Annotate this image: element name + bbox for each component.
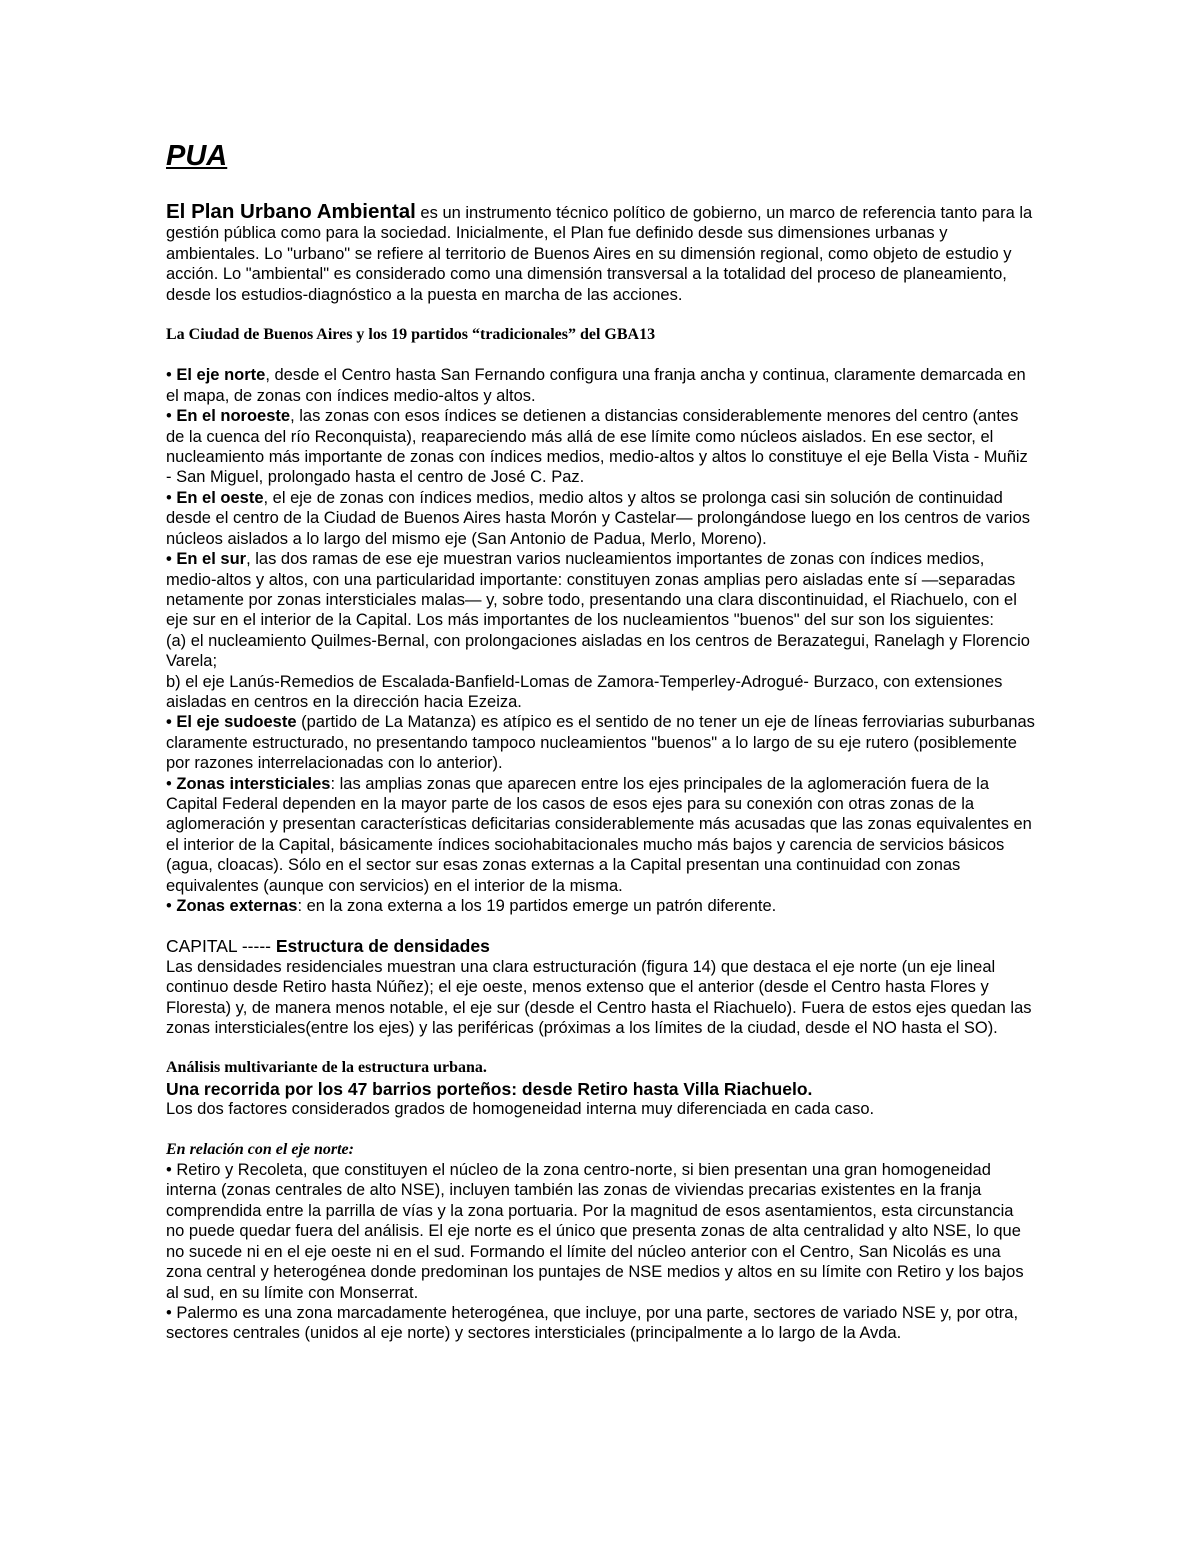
section3-heading: Análisis multivariante de la estructura urbana. xyxy=(166,1059,487,1077)
section3-text: Los dos factores considerados grados de homogeneidad interna muy diferenciada en cada caso. xyxy=(166,1100,875,1119)
item-label: Zonas externas xyxy=(176,897,298,915)
item-label: El eje sudoeste xyxy=(176,713,297,732)
intro-paragraph xyxy=(166,202,1036,305)
sub-item-a: (a) el nucleamiento Quilmes-Bernal, con prolongaciones aisladas en los centros de Berazategui, Ranelagh y Florencio Varela; xyxy=(166,631,1030,671)
section2-heading xyxy=(166,936,1036,956)
list-item xyxy=(166,488,1036,549)
item-text: : en la zona externa a los 19 partidos emerge un patrón diferente. xyxy=(297,897,777,915)
bullet: • xyxy=(166,407,177,426)
item-label: En el oeste xyxy=(176,488,264,507)
section2-heading-bold: Estructura de densidades xyxy=(275,936,490,957)
list-item xyxy=(166,365,1036,406)
intro-text: es un instrumento técnico político de gobierno, un marco de referencia tanto para la gestión pública como para la sociedad. Inicialmente, el Plan fue definido desde sus dimensiones urbanas y ambientales. Lo "urbano" se refiere al territorio de Buenos Aires en su dimensión regional, como objeto de estudio y acción. Lo "ambiental" es considerado como una dimensión transversal a la totalidad del proceso de planeamiento, desde los estudios-diagnóstico a la puesta en marcha de las acciones. xyxy=(166,204,1033,304)
section4-para1: • Retiro y Recoleta, que constituyen el núcleo de la zona centro-norte, si bien presentan una gran homogeneidad interna (zonas centrales de alto NSE), incluyen también las zonas de viviendas precarias existentes en la franja comprendida entre la parrilla de vías y la zona portuaria. Por la magnitud de esos asentamientos, esta circunstancia no puede quedar fuera del análisis. El eje norte es el único que presenta zonas de alta centralidad y alto NSE, lo que no sucede ni en el eje oeste ni en el sud. Formando el límite del núcleo anterior con el Centro, San Nicolás es una zona central y heterogénea donde predominan los puntajes de NSE medios y altos en su límite con Retiro y los bajos al sud, en su límite con Monserrat. xyxy=(166,1161,1024,1302)
list-item xyxy=(166,896,1036,916)
item-label: En el sur xyxy=(176,550,247,569)
item-label: En el noroeste xyxy=(176,407,291,426)
bullet: • xyxy=(166,713,177,732)
bullet: • xyxy=(166,488,177,507)
section4-para2: • Palermo es una zona marcadamente heterogénea, que incluye, por una parte, sectores de variado NSE y, por otra, sectores centrales (unidos al eje norte) y sectores intersticiales (principalmente a lo largo de la Avda. xyxy=(166,1303,1019,1343)
page-title: PUA xyxy=(166,140,228,172)
bullet: • xyxy=(166,897,177,915)
item-text: , desde el Centro hasta San Fernando configura una franja ancha y continua, claramente demarcada en el mapa, de zonas con índices medio-altos y altos. xyxy=(166,366,1026,405)
list-item xyxy=(166,406,1036,488)
list-item xyxy=(166,549,1036,631)
bullet: • xyxy=(166,774,177,793)
list-item xyxy=(166,774,1036,896)
item-label: Zonas intersticiales xyxy=(176,774,331,793)
bullet: • xyxy=(166,366,177,385)
item-text: , las zonas con esos índices se detienen a distancias considerablemente menores del centro (antes de la cuenca del río Reconquista), reapareciendo más allá de ese límite como núcleos aislados. En ese sector, el nucleamiento más importante de zonas con índices medios, medio-altos y altos lo constituye el eje Bella Vista - Muñiz - San Miguel, prolongado hasta el centro de José C. Paz. xyxy=(166,407,1028,487)
section1-heading: La Ciudad de Buenos Aires y los 19 partidos “tradicionales” del GBA13 xyxy=(166,326,656,344)
section4-heading: En relación con el eje norte: xyxy=(166,1140,354,1158)
section3-subheading: Una recorrida por los 47 barrios porteños: desde Retiro hasta Villa Riachuelo. xyxy=(166,1078,813,1099)
item-label: El eje norte xyxy=(176,366,266,385)
item-text: , las dos ramas de ese eje muestran varios nucleamientos importantes de zonas con índices medios, medio-altos y altos, con una particularidad importante: constituyen zonas amplias pero aisladas ente sí —separadas netamente por zonas intersticiales malas— y, sobre todo, presentando una clara discontinuidad, el Riachuelo, con el eje sur en el interior de la Capital. Los más importantes de los nucleamientos "buenos" del sur son los siguientes: xyxy=(166,550,1017,630)
document-page xyxy=(166,138,1036,1344)
item-text: : las amplias zonas que aparecen entre los ejes principales de la aglomeración fuera de la Capital Federal dependen en la mayor parte de los casos de esos ejes para su conexión con otras zonas de la aglomeración y presentan características deficitarias considerablemente más acusadas que las zonas equivalentes en el interior de la Capital, básicamente índices sociohabitacionales mucho más bajos y carencia de servicios básicos (agua, cloacas). Sólo en el sector sur esas zonas externas a la Capital presentan una continuidad con zonas equivalentes (aunque con servicios) en el interior de la misma. xyxy=(166,774,1032,895)
list-item xyxy=(166,712,1036,773)
section2-text: Las densidades residenciales muestran una clara estructuración (figura 14) que destaca el eje norte (un eje lineal continuo desde Retiro hasta Núñez); el eje oeste, menos extenso que el anterior (desde el Centro hasta Flores y Floresta) y, de manera menos notable, el eje sur (desde el Centro hasta el Riachuelo). Fuera de estos ejes quedan las zonas intersticiales(entre los ejes) y las periféricas (próximas a los límites de la ciudad, desde el NO hasta el SO). xyxy=(166,957,1032,1038)
intro-lead: El Plan Urbano Ambiental xyxy=(166,200,416,223)
bullet: • xyxy=(166,550,177,569)
sub-item-b: b) el eje Lanús-Remedios de Escalada-Banfield-Lomas de Zamora-Temperley-Adrogué- Burzaco, con extensiones aisladas en centros en la dirección hacia Ezeiza. xyxy=(166,672,1003,711)
item-text: (partido de La Matanza) es atípico es el sentido de no tener un eje de líneas ferroviarias suburbanas claramente estructurado, no presentando tampoco nucleamientos "buenos" a lo largo de su eje rutero (posiblemente por razones interrelacionadas con lo anterior). xyxy=(166,713,1035,773)
item-text: , el eje de zonas con índices medios, medio altos y altos se prolonga casi sin solución de continuidad desde el centro de la Ciudad de Buenos Aires hasta Morón y Castelar— prolongándose luego en los centros de varios núcleos aislados a lo largo del mismo eje (San Antonio de Padua, Merlo, Moreno). xyxy=(166,488,1031,548)
section2-heading-plain: CAPITAL ----- xyxy=(166,936,276,957)
